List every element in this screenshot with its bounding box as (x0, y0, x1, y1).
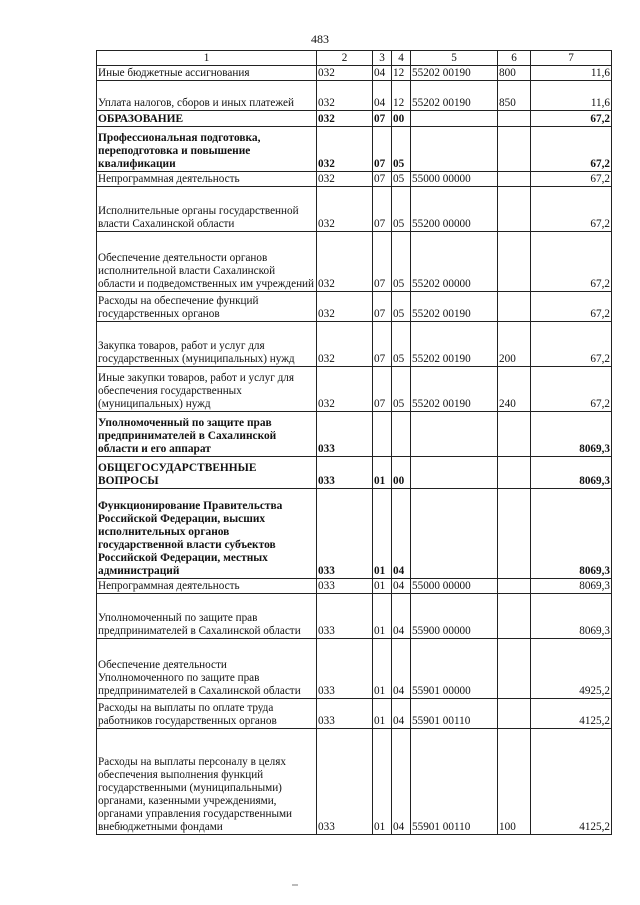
section-code (373, 412, 392, 457)
target-article-code (411, 412, 498, 457)
column-header: 5 (411, 51, 498, 66)
row-name: Непрограммная деятельность (97, 579, 317, 594)
page-number: 483 (311, 32, 329, 46)
amount: 4925,2 (531, 639, 612, 699)
subsection-code (392, 412, 411, 457)
subsection-code: 05 (392, 292, 411, 322)
section-code: 01 (373, 594, 392, 639)
amount: 67,2 (531, 367, 612, 412)
ministry-code: 032 (317, 187, 373, 232)
target-article-code: 55901 00000 (411, 639, 498, 699)
expense-type-code (498, 412, 531, 457)
table-row (97, 457, 612, 489)
subsection-code: 05 (392, 367, 411, 412)
section-code: 01 (373, 579, 392, 594)
ministry-code: 032 (317, 232, 373, 292)
budget-rows (97, 66, 612, 835)
expense-type-code (498, 111, 531, 127)
section-code: 07 (373, 111, 392, 127)
column-header: 7 (531, 51, 612, 66)
amount: 8069,3 (531, 457, 612, 489)
ministry-code: 033 (317, 579, 373, 594)
expense-type-code: 200 (498, 322, 531, 367)
expense-type-code (498, 172, 531, 187)
target-article-code (411, 457, 498, 489)
row-name: ОБРАЗОВАНИЕ (97, 111, 317, 127)
subsection-code: 04 (392, 699, 411, 729)
section-code: 01 (373, 699, 392, 729)
target-article-code: 55202 00190 (411, 66, 498, 81)
expense-type-code (498, 699, 531, 729)
row-name: Закупка товаров, работ и услуг для государственных (муниципальных) нужд (97, 322, 317, 367)
section-code: 04 (373, 66, 392, 81)
target-article-code: 55900 00000 (411, 594, 498, 639)
subsection-code: 00 (392, 457, 411, 489)
target-article-code (411, 127, 498, 172)
expense-type-code (498, 579, 531, 594)
section-code: 07 (373, 292, 392, 322)
target-article-code: 55202 00190 (411, 292, 498, 322)
expense-type-code: 800 (498, 66, 531, 81)
column-number-row (97, 51, 612, 66)
subsection-code: 04 (392, 489, 411, 579)
amount: 8069,3 (531, 594, 612, 639)
row-name: Иные закупки товаров, работ и услуг для обеспечения государственных (муниципальных) нужд (97, 367, 317, 412)
amount: 11,6 (531, 81, 612, 111)
ministry-code: 032 (317, 81, 373, 111)
section-code: 07 (373, 322, 392, 367)
amount: 8069,3 (531, 579, 612, 594)
page-mark (292, 884, 298, 886)
column-header: 1 (97, 51, 317, 66)
ministry-code: 032 (317, 111, 373, 127)
table-row (97, 579, 612, 594)
section-code: 01 (373, 639, 392, 699)
amount: 11,6 (531, 66, 612, 81)
expense-type-code (498, 457, 531, 489)
table-row (97, 232, 612, 292)
row-name: Профессиональная подготовка, переподготовка и повышение квалификации (97, 127, 317, 172)
amount: 67,2 (531, 127, 612, 172)
row-name: Расходы на выплаты по оплате труда работников государственных органов (97, 699, 317, 729)
target-article-code (411, 489, 498, 579)
subsection-code: 04 (392, 594, 411, 639)
amount: 4125,2 (531, 729, 612, 835)
section-code: 01 (373, 457, 392, 489)
amount: 8069,3 (531, 412, 612, 457)
table-row (97, 111, 612, 127)
ministry-code: 032 (317, 292, 373, 322)
table-row (97, 699, 612, 729)
subsection-code: 04 (392, 729, 411, 835)
table-row (97, 322, 612, 367)
row-name: Иные бюджетные ассигнования (97, 66, 317, 81)
row-name: Обеспечение деятельности органов исполнительной власти Сахалинской области и подведомственных им учреждений (97, 232, 317, 292)
expense-type-code (498, 639, 531, 699)
section-code: 07 (373, 172, 392, 187)
table-row (97, 489, 612, 579)
table-row (97, 594, 612, 639)
section-code: 01 (373, 489, 392, 579)
target-article-code: 55202 00000 (411, 232, 498, 292)
table-row (97, 66, 612, 81)
row-name: Непрограммная деятельность (97, 172, 317, 187)
table-row (97, 172, 612, 187)
row-name: Исполнительные органы государственной власти Сахалинской области (97, 187, 317, 232)
amount: 67,2 (531, 322, 612, 367)
subsection-code: 05 (392, 322, 411, 367)
table-row (97, 412, 612, 457)
column-header: 3 (373, 51, 392, 66)
budget-table (96, 50, 612, 835)
expense-type-code: 850 (498, 81, 531, 111)
subsection-code: 00 (392, 111, 411, 127)
target-article-code: 55202 00190 (411, 81, 498, 111)
subsection-code: 12 (392, 66, 411, 81)
ministry-code: 032 (317, 172, 373, 187)
table-row (97, 367, 612, 412)
section-code: 07 (373, 367, 392, 412)
ministry-code: 032 (317, 66, 373, 81)
target-article-code: 55000 00000 (411, 172, 498, 187)
section-code: 01 (373, 729, 392, 835)
subsection-code: 05 (392, 127, 411, 172)
section-code: 07 (373, 187, 392, 232)
target-article-code: 55200 00000 (411, 187, 498, 232)
row-name: Уполномоченный по защите прав предпринимателей в Сахалинской области и его аппарат (97, 412, 317, 457)
section-code: 07 (373, 232, 392, 292)
target-article-code (411, 111, 498, 127)
section-code: 04 (373, 81, 392, 111)
subsection-code: 04 (392, 579, 411, 594)
table-row (97, 127, 612, 172)
ministry-code: 033 (317, 489, 373, 579)
row-name: Функционирование Правительства Российской Федерации, высших исполнительных органов государственной власти субъектов Российской Федерации, местных администраций (97, 489, 317, 579)
ministry-code: 032 (317, 367, 373, 412)
table-row (97, 81, 612, 111)
row-name: Уплата налогов, сборов и иных платежей (97, 81, 317, 111)
target-article-code: 55901 00110 (411, 729, 498, 835)
column-header: 4 (392, 51, 411, 66)
subsection-code: 05 (392, 232, 411, 292)
ministry-code: 033 (317, 639, 373, 699)
amount: 8069,3 (531, 489, 612, 579)
ministry-code: 032 (317, 322, 373, 367)
subsection-code: 05 (392, 172, 411, 187)
expense-type-code: 100 (498, 729, 531, 835)
ministry-code: 032 (317, 127, 373, 172)
expense-type-code (498, 187, 531, 232)
ministry-code: 033 (317, 412, 373, 457)
amount: 67,2 (531, 111, 612, 127)
row-name: Расходы на выплаты персоналу в целях обеспечения выполнения функций государственными (муниципальными) органами, казенными учреждениями, органами управления государственными внебюджетными фондами (97, 729, 317, 835)
amount: 67,2 (531, 232, 612, 292)
expense-type-code (498, 489, 531, 579)
row-name: Расходы на обеспечение функций государственных органов (97, 292, 317, 322)
column-header: 2 (317, 51, 373, 66)
ministry-code: 033 (317, 729, 373, 835)
target-article-code: 55901 00110 (411, 699, 498, 729)
subsection-code: 12 (392, 81, 411, 111)
table-row (97, 187, 612, 232)
column-header: 6 (498, 51, 531, 66)
amount: 67,2 (531, 172, 612, 187)
target-article-code: 55202 00190 (411, 367, 498, 412)
ministry-code: 033 (317, 594, 373, 639)
expense-type-code (498, 127, 531, 172)
target-article-code: 55202 00190 (411, 322, 498, 367)
expense-type-code (498, 232, 531, 292)
subsection-code: 04 (392, 639, 411, 699)
table-row (97, 292, 612, 322)
expense-type-code: 240 (498, 367, 531, 412)
amount: 67,2 (531, 187, 612, 232)
table-row (97, 729, 612, 835)
row-name: ОБЩЕГОСУДАРСТВЕННЫЕ ВОПРОСЫ (97, 457, 317, 489)
amount: 67,2 (531, 292, 612, 322)
ministry-code: 033 (317, 457, 373, 489)
expense-type-code (498, 292, 531, 322)
amount: 4125,2 (531, 699, 612, 729)
subsection-code: 05 (392, 187, 411, 232)
section-code: 07 (373, 127, 392, 172)
target-article-code: 55000 00000 (411, 579, 498, 594)
row-name: Уполномоченный по защите прав предпринимателей в Сахалинской области (97, 594, 317, 639)
row-name: Обеспечение деятельности Уполномоченного по защите прав предпринимателей в Сахалинской области (97, 639, 317, 699)
table-row (97, 639, 612, 699)
ministry-code: 033 (317, 699, 373, 729)
expense-type-code (498, 594, 531, 639)
